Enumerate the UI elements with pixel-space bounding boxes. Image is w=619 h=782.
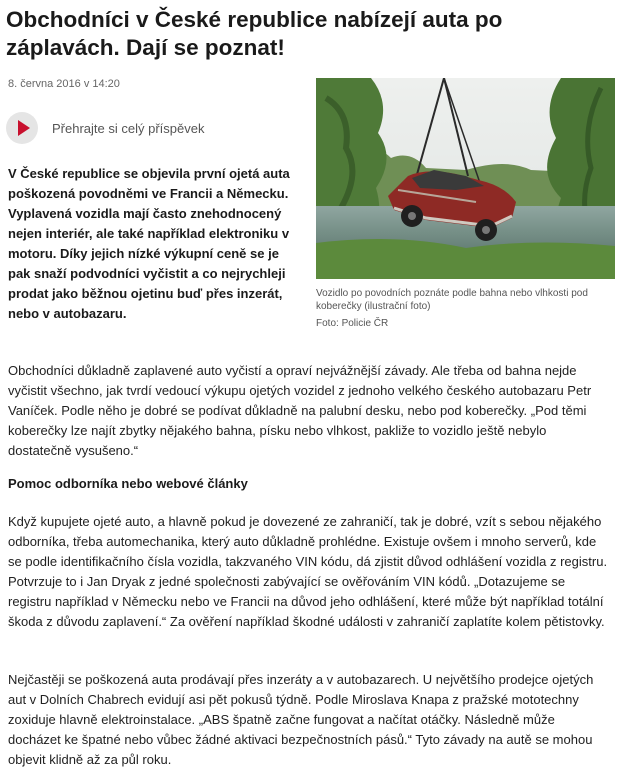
play-button[interactable] <box>6 112 38 144</box>
photo-credit: Foto: Policie ČR <box>316 318 389 329</box>
article-subheading: Pomoc odborníka nebo webové články <box>8 476 248 491</box>
article-title: Obchodníci v České republice nabízejí auta po záplavách. Dají se poznat! <box>6 7 503 60</box>
play-icon <box>6 112 38 144</box>
article-lead: V České republice se objevila první ojetá auta poškozená povodněmi ve Francii a Německu. Vyplavená vozidla mají často znehodnocený nejen interiér, ale také například elektroniku v motoru. Díky jejich nízké výkupní ceně se je pak snaží podvodníci vyčistit a co nejrychleji prodat jako běžnou ojetinu buď přes inzerát, nebo v autobazaru. <box>8 166 290 321</box>
figure-caption: Vozidlo po povodních poznáte podle bahna nebo vlhkosti pod koberečky (ilustrační foto) <box>316 288 588 312</box>
publish-date: 8. června 2016 v 14:20 <box>8 78 120 90</box>
article-figure <box>316 78 615 329</box>
article-paragraph: Nejčastěji se poškozená auta prodávají přes inzeráty a v autobazarech. U největšího prodejce ojetých aut v Dolních Chabrech evidují asi pět pokusů týdně. Podle Miroslava Knapa z pražské mototechny zoxiduje hlavně elektroinstalace. „ABS špatně začne fungovat a načítat otáčky. Následně může docházet ke špatné nebo vůbec žádné aktivaci bezpečnostních pásů.“ Tyto závady na autě se mohou objevit klidně až za půl roku. <box>8 672 594 767</box>
article-paragraph: Obchodníci důkladně zaplavené auto vyčistí a opraví nejvážnější závady. Ale třeba od bahna nejde vyčistit všechno, jak tvrdí vedoucí výkupu ojetých vozidel z jednoho velkého českého autobazaru Petr Vaníček. Podle něho je dobré se podívat důkladně na palubní desku, nebo pod koberečky. „Pod těmi koberečky lze najít zbytky nějakého bahna, písku nebo vlhkost, pakliže to vozidlo ještě nebylo dostatečně vysušeno.“ <box>8 363 592 458</box>
audio-play-label[interactable]: Přehrajte si celý příspěvek <box>52 121 205 136</box>
article-paragraph: Když kupujete ojeté auto, a hlavně pokud je dovezené ze zahraničí, tak je dobré, vzít s sebou nějakého odborníka, třeba automechanika, který auto důkladně prohlédne. Existuje ovšem i mnoho serverů, kde se podle identifikačního čísla vozidla, takzvaného VIN kódu, dá zjistit důvod odhlášení vozidla z registru. Potvrzuje to i Jan Dryak z jedné společnosti zabývající se ověřováním VIN kódů. „Dotazujeme se registru například v Německu nebo ve Francii na důvod jeho odhlášení, které může být například totální škoda z důvodu zaplavení.“ Za ověření například škodné události v zahraničí zaplatíte kolem pětistovky. <box>8 514 608 629</box>
flooded-car-photo <box>316 78 615 279</box>
